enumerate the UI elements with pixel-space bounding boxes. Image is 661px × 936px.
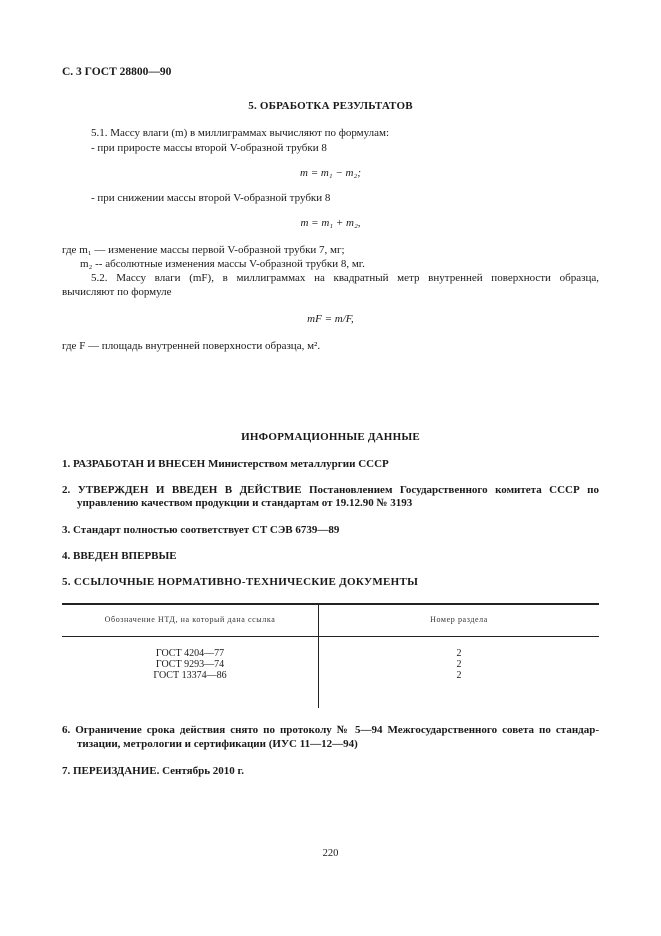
case-decrease: - при снижении массы второй V-образной трубки 8 — [91, 192, 331, 204]
info-item-6-cont: тизации, метрологии и сертификации (ИУС 11—12—94) — [77, 738, 358, 750]
info-heading: ИНФОРМАЦИОННЫЕ ДАННЫЕ — [241, 431, 420, 443]
paragraph-5-1: 5.1. Массу влаги (m) в миллиграммах вычисляют по формулам: — [91, 127, 390, 139]
info-item-1: 1. РАЗРАБОТАН И ВНЕСЕН Министерством металлургии СССР — [62, 458, 389, 470]
table-cell-ntd: ГОСТ 13374—86 — [153, 670, 227, 681]
formula-difference: m = m₁ − m₂; — [300, 167, 361, 179]
info-item-2-cont: управлению качеством продукции и стандартам от 19.12.90 № 3193 — [77, 497, 413, 509]
info-item-4: 4. ВВЕДЕН ВПЕРВЫЕ — [62, 550, 177, 562]
info-item-6: 6. Ограничение срока действия снято по протоколу № 5—94 Межгосударственного совета по стандар- — [62, 724, 599, 736]
where-F: где F — площадь внутренней поверхности образца, м². — [62, 340, 321, 352]
paragraph-5-2-cont: вычисляют по формуле — [62, 286, 172, 298]
section-heading: 5. ОБРАБОТКА РЕЗУЛЬТАТОВ — [248, 100, 413, 112]
case-increase: - при приросте массы второй V-образной трубки 8 — [91, 142, 327, 154]
document-header: С. 3 ГОСТ 28800—90 — [62, 66, 172, 78]
where-m2: m₂ -- абсолютные изменения массы V-образной трубки 8, мг. — [80, 258, 365, 270]
table-cell-section: 2 — [456, 659, 462, 670]
paragraph-5-2: 5.2. Массу влаги (mF), в миллиграммах на квадратный метр внутренней поверхности образца, — [91, 272, 599, 284]
formula-sum: m = m₁ + m₂, — [300, 217, 361, 229]
info-item-7: 7. ПЕРЕИЗДАНИЕ. Сентябрь 2010 г. — [62, 765, 245, 777]
table-top-border — [62, 603, 599, 605]
page-number: 220 — [322, 848, 339, 859]
table-cell-ntd: ГОСТ 4204—77 — [155, 648, 225, 659]
info-item-5: 5. ССЫЛОЧНЫЕ НОРМАТИВНО-ТЕХНИЧЕСКИЕ ДОКУМЕНТЫ — [62, 576, 419, 588]
info-item-2: 2. УТВЕРЖДЕН И ВВЕДЕН В ДЕЙСТВИЕ Постановлением Государственного комитета СССР по — [62, 484, 599, 496]
table-cell-section: 2 — [456, 648, 462, 659]
where-m1: где m₁ — изменение массы первой V-образной трубки 7, мг; — [62, 244, 345, 256]
table-col1-header: Обозначение НТД, на который дана ссылка — [104, 615, 276, 624]
table-col2-header: Номер раздела — [430, 615, 488, 624]
formula-mass-per-area: mF = m/F, — [307, 313, 354, 325]
table-cell-ntd: ГОСТ 9293—74 — [155, 659, 225, 670]
info-item-3: 3. Стандарт полностью соответствует СТ СЭВ 6739—89 — [62, 524, 340, 536]
table-cell-section: 2 — [456, 670, 462, 681]
table-header-border — [62, 636, 599, 637]
